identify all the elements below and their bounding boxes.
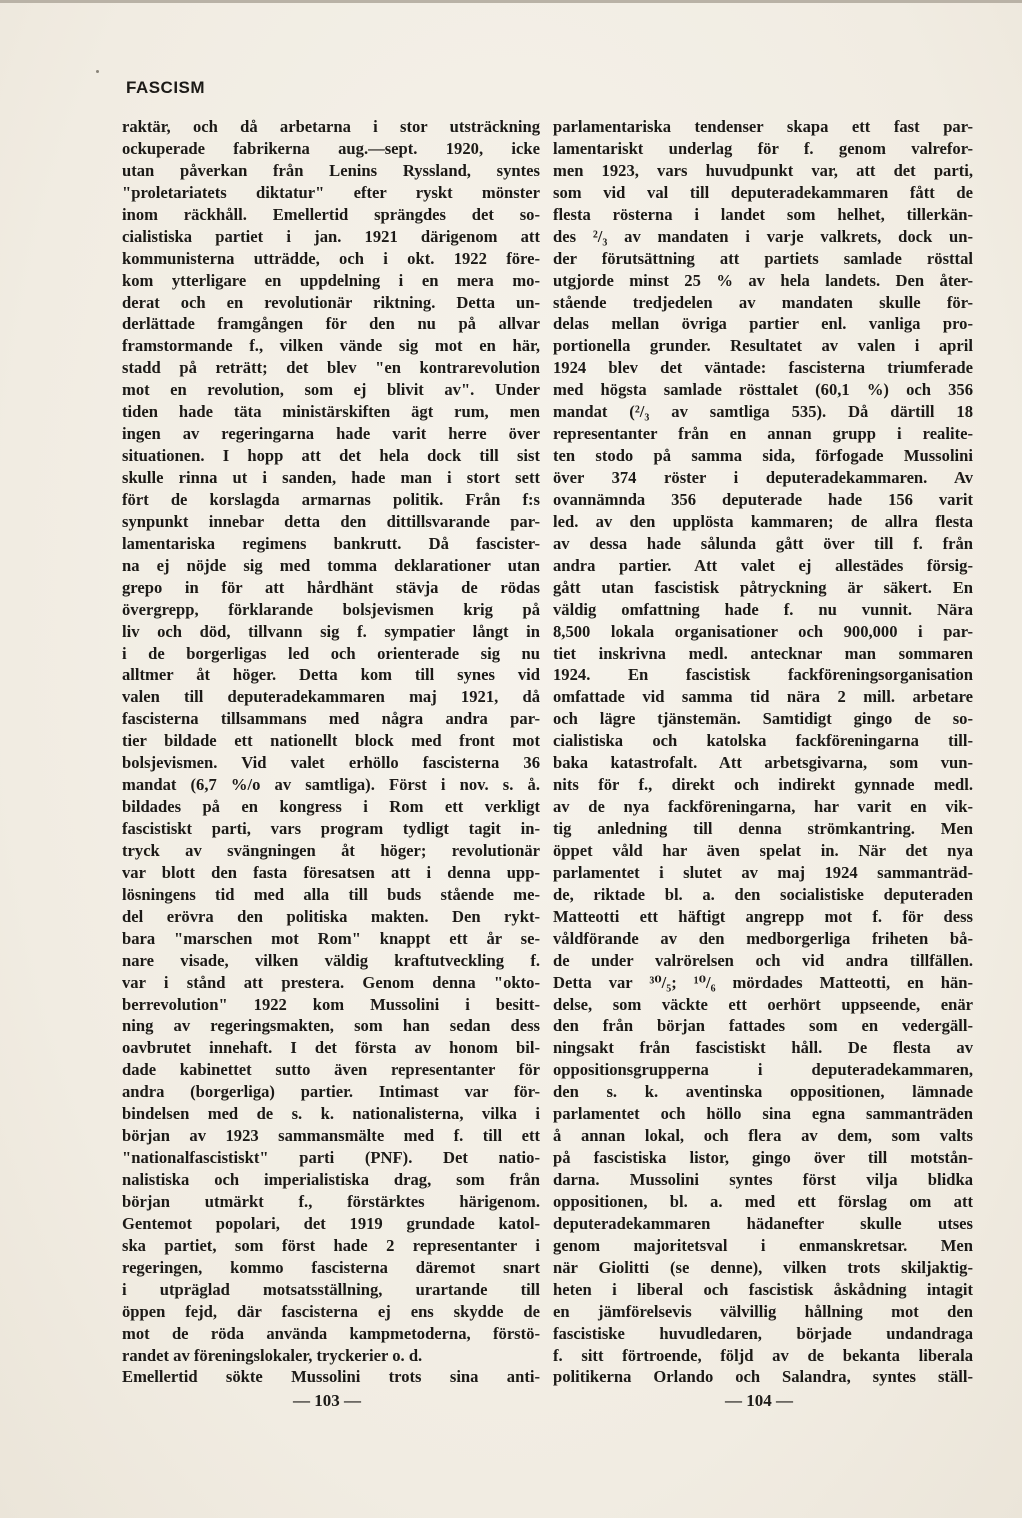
text-line: representanter från en annan grupp i realite- — [553, 424, 973, 444]
text-line: bildades på en kongress i Rom ett verkligt — [122, 797, 540, 817]
text-line: cialistiska partiet i jan. 1921 därigenom att — [122, 226, 540, 246]
text-line: fört de korslagda armarnas politik. Från f:s — [122, 489, 540, 509]
text-line: politikerna Orlando och Salandra, syntes ställ- — [553, 1367, 973, 1387]
text-line: öppet våld har även spelat in. När det nya — [553, 840, 973, 860]
text-line: ning av regeringsmakten, som han sedan dess — [122, 1016, 540, 1036]
text-line: ten stodo på samma sida, förfogade Mussolini — [553, 446, 973, 466]
text-line: ningsakt från fascistiskt håll. De flesta av — [553, 1038, 973, 1058]
text-line: tier bildade ett nationellt block med front mot — [122, 731, 540, 751]
text-line: situationen. I hopp att det hela dock till sist — [122, 446, 540, 466]
text-line: parlamentet i slutet av maj 1924 sammanträd- — [553, 862, 973, 882]
text-line: bindelsen med de s. k. nationalisterna, vilka i — [122, 1104, 540, 1124]
text-line: och lägre tjänstemän. Samtidigt gingo de so- — [553, 709, 973, 729]
text-line: kommunisterna utträdde, och i okt. 1922 före- — [122, 248, 540, 268]
text-line: de, riktade bl. a. den socialistiske deputeraden — [553, 884, 973, 904]
text-line: flesta rösterna i landet som helhet, tillerkän- — [553, 204, 973, 224]
text-line: derlättade framgången för den nu på allvar — [122, 314, 540, 334]
running-header: FASCISM — [126, 78, 206, 97]
text-line: på fascistiska listor, gingo över till motstån- — [553, 1148, 973, 1168]
right-text-column — [553, 116, 973, 1388]
text-line: genom majoritetsval i enmanskretsar. Men — [553, 1235, 973, 1255]
text-line: cialistiska och katolska fackföreningarna till- — [553, 731, 973, 751]
text-line: parlamentariska tendenser skapa ett fast par- — [553, 117, 973, 136]
text-line: å annan lokal, och flera av dem, som valts — [553, 1126, 973, 1146]
text-line: valen till deputeradekammaren maj 1921, då — [122, 687, 540, 707]
text-line: ska partiet, som först hade 2 representanter i — [122, 1235, 540, 1255]
text-line: lamentariskt underlag för f. genom valrefor- — [553, 138, 973, 158]
text-line: oppositionen, bl. a. med ett förslag om att — [553, 1191, 973, 1211]
text-line: derat och en revolutionär riktning. Detta un- — [122, 292, 540, 312]
text-line: framstormande f., vilken vände sig mot en här, — [122, 336, 540, 356]
text-line: 1924 blev det väntade: fascisterna triumferade — [553, 358, 973, 378]
text-line: oavbrutet innehaft. I det första av honom bil- — [122, 1038, 540, 1058]
text-line: var i stånd att prestera. Genom denna "okto- — [122, 972, 540, 992]
text-line: 1924. En fascistisk fackföreningsorganisation — [553, 665, 973, 685]
text-line: randet av föreningslokaler, tryckerier o. d. — [122, 1345, 423, 1365]
text-line: utan påverkan från Lenins Ryssland, syntes — [122, 160, 540, 180]
text-line: del erövra den politiska makten. Den rykt- — [122, 906, 540, 926]
text-line: lösningens tid med alla till buds stående me- — [122, 884, 540, 904]
text-line: portionella grunder. Resultatet av valen i april — [553, 336, 973, 356]
text-line: heten i liberal och fascistisk åskådning intagit — [553, 1279, 973, 1299]
text-line: med högsta samlade rösttalet (60,1 %) och 356 — [553, 380, 973, 400]
text-line: mandat (6,7 %/o av samtliga). Först i nov. s. å. — [122, 775, 540, 795]
text-line: när Giolitti (se denne), vilken trots skiljaktig- — [553, 1257, 973, 1277]
text-line: liv och död, tillvann sig f. sympatier långt in — [122, 621, 540, 641]
text-line: bara "marschen mot Rom" knappt ett år se- — [122, 928, 540, 948]
text-line: stående tredjedelen av mandaten skulle för- — [553, 292, 973, 312]
text-line: "nationalfascistiskt" parti (PNF). Det natio- — [122, 1148, 540, 1168]
text-line: ockuperade fabrikerna aug.—sept. 1920, icke — [122, 138, 540, 158]
page-number-left: — 103 — — [293, 1391, 361, 1410]
page-number-right: — 104 — — [725, 1391, 793, 1410]
text-line: fascistiskt parti, vars program tydligt tagit in- — [122, 819, 540, 838]
text-line: som vid val till deputeradekammaren fått de — [553, 182, 973, 202]
text-line: av de nya fackföreningarna, har varit en vik- — [553, 797, 973, 817]
text-line: omfattade vid samma tid nära 2 mill. arbetare — [553, 687, 973, 707]
text-line: andra partier. Att valet ej allestädes försig- — [553, 555, 973, 575]
text-line: skulle rinna ut i sanden, hade man i stort sett — [122, 468, 540, 487]
top-edge-rule — [0, 0, 1022, 3]
text-line: övergrepp, förklarande bolsjevismen krig på — [122, 599, 540, 619]
text-line: deputeradekammaren hädanefter skulle utses — [553, 1213, 973, 1233]
text-line: av dessa hade sålunda gått över till f. från — [553, 533, 973, 553]
text-line: fascisterna tillsammans med några andra par- — [122, 709, 540, 729]
text-line: parlamentet och höllo sina egna sammanträden — [553, 1104, 973, 1124]
text-line: bolsjevismen. Vid valet erhöllo fascisterna 36 — [122, 753, 540, 773]
text-line: baka katastrofalt. Att arbetsgivarna, som vun- — [553, 753, 973, 773]
text-line: tig anledning till denna strömkantring. Men — [553, 819, 973, 838]
text-line: mot de röda använda kampmetoderna, förstö- — [122, 1323, 540, 1343]
paper-speck — [96, 70, 99, 73]
text-line: nare visade, vilken väldig kraftutveckling f. — [122, 950, 540, 970]
text-line: f. sitt förtroende, följd av de bekanta liberala — [553, 1345, 973, 1365]
text-line: delse, som väckte ett oerhört uppseende, enär — [553, 994, 973, 1014]
text-line: Matteotti ett häftigt angrepp mot f. för dess — [553, 906, 973, 926]
text-line: mot en revolution, som ej blivit av". Under — [122, 380, 540, 400]
text-line: oppositionsgrupperna i deputeradekammaren, — [553, 1060, 973, 1080]
left-text-column — [122, 116, 540, 1388]
text-line: tiden hade täta ministärskiften ägt rum, men — [122, 402, 540, 422]
text-line: tiet inskrivna medl. antecknar man sommaren — [553, 643, 973, 663]
text-line: den från början fattades som en vedergäll- — [553, 1016, 973, 1036]
text-line: darna. Mussolini syntes först vilja blidka — [553, 1170, 973, 1189]
text-line: andra (borgerliga) partier. Intimast var för- — [122, 1082, 540, 1102]
text-line: tryck av svängningen åt höger; revolutionär — [122, 840, 540, 860]
text-line: Gentemot popolari, det 1919 grundade katol- — [122, 1213, 540, 1233]
text-line: stadd på reträtt; det blev "en kontrarevolution — [122, 358, 540, 378]
text-line: början av 1923 sammansmälte med f. till ett — [122, 1126, 540, 1146]
text-line: Detta var ³⁰/₅; ¹⁰/₆ mördades Matteotti, en hän- — [553, 972, 973, 992]
text-line: Emellertid sökte Mussolini trots sina anti- — [122, 1367, 540, 1387]
text-line: var blott den fasta föresatsen att i denna upp- — [122, 862, 540, 882]
text-line: mandat (²/₃ av samtliga 535). Då därtill 18 — [553, 402, 973, 422]
text-line: i de borgerligas led och orienterade sig nu — [122, 643, 540, 663]
text-line: inom räckhåll. Emellertid sprängdes det so- — [122, 204, 540, 224]
text-line: raktär, och då arbetarna i stor utsträckning — [122, 117, 540, 136]
text-line: men 1923, vars huvudpunkt var, att det parti, — [553, 160, 973, 180]
text-line: i utpräglad motsatsställning, urartande till — [122, 1279, 540, 1299]
text-line: led. av den upplösta kammaren; de allra flesta — [553, 511, 973, 531]
text-line: "proletariatets diktatur" efter ryskt mönster — [122, 182, 540, 202]
text-line: berrevolution" 1922 kom Mussolini i besitt- — [122, 994, 540, 1014]
text-line: delas mellan övriga partier enl. vanliga pro- — [553, 314, 973, 334]
text-line: des ²/₃ av mandaten i varje valkrets, dock un- — [553, 226, 973, 246]
text-line: kom ytterligare en uppdelning i en mera mo- — [122, 270, 540, 290]
text-line: regeringen, kommo fascisterna däremot snart — [122, 1257, 540, 1277]
text-line: der förutsättning att partiets samlade rösttal — [553, 248, 973, 268]
text-line: nalistiska och imperialistiska drag, som från — [122, 1170, 540, 1189]
text-line: fascistiske huvudledaren, började undandraga — [553, 1323, 973, 1343]
text-line: de under valrörelsen och vid andra tillfällen. — [553, 950, 973, 970]
text-line: nits för f., direkt och indirekt gynnade medl. — [553, 775, 973, 795]
text-line: ingen av regeringarna hade varit herre över — [122, 424, 540, 444]
text-line: synpunkt innebar detta den dittillsvarande par- — [122, 511, 540, 531]
text-line: den s. k. aventinska oppositionen, lämnade — [553, 1082, 973, 1102]
text-line: na ej nöjde sig med tomma deklarationer utan — [122, 555, 540, 575]
text-line: våldförande av den medborgerliga friheten bå- — [553, 928, 973, 948]
text-line: 8,500 lokala organisationer och 900,000 i par- — [553, 621, 973, 641]
text-line: över 374 röster i deputeradekammaren. Av — [553, 468, 973, 487]
text-line: öppen fejd, där fascisterna ej ens skydde de — [122, 1301, 540, 1321]
text-line: ovannämnda 356 deputerade hade 156 varit — [553, 489, 973, 509]
text-line: en jämförelsevis välvillig hållning mot den — [553, 1301, 973, 1321]
text-line: väldig omfattning hade f. nu vunnit. Nära — [553, 599, 973, 619]
text-line: alltmer åt höger. Detta kom till synes vid — [122, 665, 540, 685]
text-line: grepo in för att hårdhänt stävja de rödas — [122, 577, 540, 597]
text-line: lamentariska regimens bankrutt. Då fascister- — [122, 533, 540, 553]
text-line: dade kabinettet sutto även representanter för — [122, 1060, 540, 1080]
text-line: början utmärkt f., förstärktes härigenom. — [122, 1191, 540, 1211]
text-line: utgjorde minst 25 % av hela landets. Den åter- — [553, 270, 973, 290]
text-line: gått utan fascistisk påtryckning är säkert. En — [553, 577, 973, 597]
